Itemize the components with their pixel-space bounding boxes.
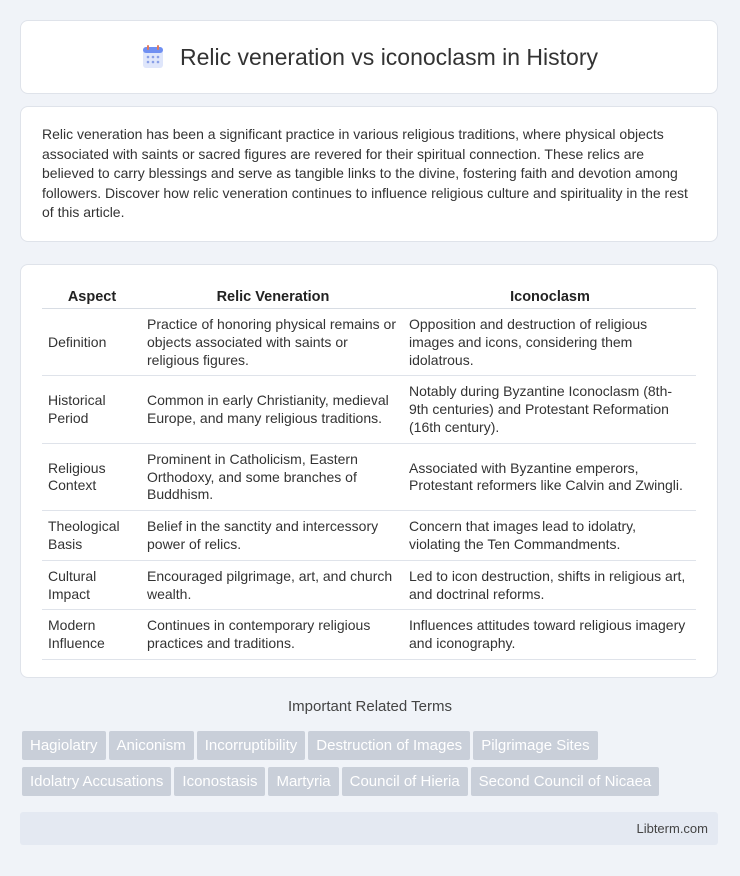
related-term-tag[interactable]: Pilgrimage Sites [473,731,597,760]
table-cell-aspect: Religious Context [42,443,142,510]
table-row [42,511,696,561]
related-terms-title: Important Related Terms [288,698,452,715]
table-row [42,610,696,660]
related-term-tag[interactable]: Martyria [268,767,338,796]
column-header-aspect: Aspect [42,285,142,309]
table-cell-aspect: Historical Period [42,376,142,443]
related-term-tag[interactable]: Hagiolatry [22,731,106,760]
comparison-table [42,285,696,660]
header-card [20,20,718,94]
table-cell-relic: Common in early Christianity, medieval Europe, and many religious traditions. [142,376,404,443]
table-cell-iconoclasm: Led to icon destruction, shifts in religious art, and doctrinal reforms. [404,560,696,610]
table-cell-iconoclasm: Associated with Byzantine emperors, Protestant reformers like Calvin and Zwingli. [404,443,696,510]
table-cell-relic: Prominent in Catholicism, Eastern Orthodoxy, and some branches of Buddhism. [142,443,404,510]
related-terms-list [22,731,722,803]
column-header-relic-veneration: Relic Veneration [142,285,404,309]
table-cell-relic: Practice of honoring physical remains or objects associated with saints or religious figures. [142,309,404,376]
intro-text: Relic veneration has been a significant practice in various religious traditions, where physical objects associated with saints or sacred figures are revered for their spiritual connection. These relics are believed to carry blessings and serve as tangible links to the divine, fostering faith and devotion among followers. Discover how relic veneration continues to influence religious culture and spirituality in the rest of this article. [42,126,688,221]
table-cell-iconoclasm: Influences attitudes toward religious imagery and iconography. [404,610,696,660]
related-term-tag[interactable]: Destruction of Images [308,731,470,760]
page-title: Relic veneration vs iconoclasm in History [180,43,598,70]
related-term-tag[interactable]: Incorruptibility [197,731,306,760]
table-row [42,560,696,610]
table-cell-aspect: Cultural Impact [42,560,142,610]
related-term-tag[interactable]: Council of Hieria [342,767,468,796]
related-term-tag[interactable]: Iconostasis [174,767,265,796]
comparison-table-card [20,264,718,678]
table-cell-iconoclasm: Notably during Byzantine Iconoclasm (8th-9th centuries) and Protestant Reformation (16th century). [404,376,696,443]
related-term-tag[interactable]: Second Council of Nicaea [471,767,660,796]
related-term-tag[interactable]: Aniconism [109,731,194,760]
table-cell-iconoclasm: Opposition and destruction of religious images and icons, considering them idolatrous. [404,309,696,376]
table-cell-relic: Belief in the sanctity and intercessory power of relics. [142,511,404,561]
footer-brand-link[interactable]: Libterm.com [636,821,708,836]
table-cell-relic: Encouraged pilgrimage, art, and church wealth. [142,560,404,610]
column-header-iconoclasm: Iconoclasm [404,285,696,309]
table-row [42,443,696,510]
table-cell-aspect: Definition [42,309,142,376]
intro-card [20,106,718,242]
table-cell-relic: Continues in contemporary religious practices and traditions. [142,610,404,660]
table-row [42,309,696,376]
document-icon [140,44,166,70]
footer [20,812,718,845]
table-cell-aspect: Theological Basis [42,511,142,561]
table-cell-iconoclasm: Concern that images lead to idolatry, violating the Ten Commandments. [404,511,696,561]
table-row [42,376,696,443]
related-term-tag[interactable]: Idolatry Accusations [22,767,171,796]
table-header-row [42,285,696,309]
table-cell-aspect: Modern Influence [42,610,142,660]
